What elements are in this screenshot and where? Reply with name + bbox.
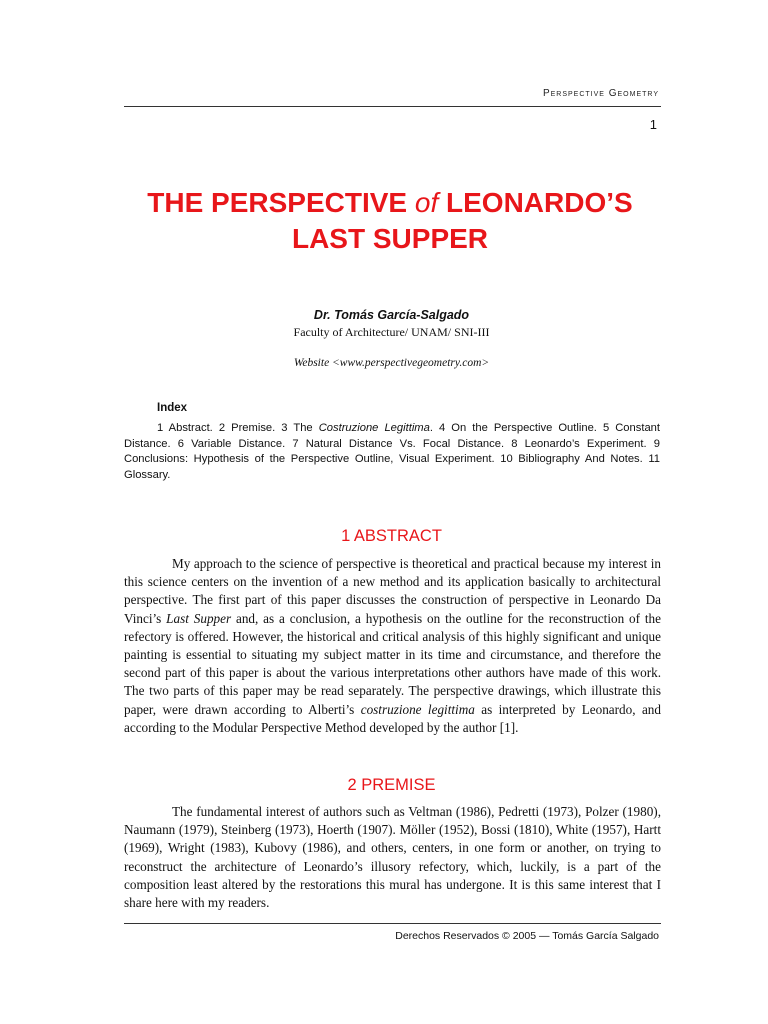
paper-title xyxy=(110,185,670,257)
index-text-before: 1 Abstract. 2 Premise. 3 The xyxy=(157,422,319,434)
header-rule xyxy=(124,106,661,107)
running-head: Perspective Geometry xyxy=(542,88,659,99)
title-line1-part2: LEONARDO’S xyxy=(438,187,633,218)
title-line1-part1: THE PERSPECTIVE xyxy=(147,187,415,218)
index-heading: Index xyxy=(157,402,188,414)
title-of: of xyxy=(414,187,439,218)
author-affiliation: Faculty of Architecture/ UNAM/ SNI-III xyxy=(293,325,490,339)
abstract-text-c: as interpreted by Leonardo, and according to the Modular Perspective Method developed by the author [1]. xyxy=(124,701,661,735)
abstract-italic-b: costruzione legittima xyxy=(360,701,475,717)
abstract-text-a: My approach to the science of perspective is theoretical and practical because my interest in this science centers on the invention of a new method and its application basically to architectural perspective. The first part of this paper discusses the construction of perspective in Leonardo Da Vinci’s xyxy=(124,556,661,626)
footer-copyright: Derechos Reservados © 2005 — Tomás García Salgado xyxy=(395,930,659,942)
abstract-heading: 1 ABSTRACT xyxy=(341,527,442,545)
author-website: Website <www.perspectivegeometry.com> xyxy=(293,357,490,369)
abstract-italic-a: Last Supper xyxy=(166,610,232,626)
author-block xyxy=(124,306,659,369)
author-name: Dr. Tomás García-Salgado xyxy=(313,308,470,322)
title-line2: LAST SUPPER xyxy=(291,223,489,254)
premise-paragraph: The fundamental interest of authors such as Veltman (1986), Pedretti (1973), Polzer (1980), Naumann (1979), Steinberg (1973), Hoerth (1907). Möller (1952), Bossi (1810), White (1957), Hartt (1969), Wright (1983), Kubovy (1986), and others, centers, in one form or another, on trying to reconstruct the architecture of Leonardo’s illusory refectory, which, luckily, is a part of the composition least altered by the restorations this mural has undergone. It is this same interest that I share here with my readers. xyxy=(124,804,661,911)
page-number: 1 xyxy=(649,117,657,132)
index-text-after: . 4 On the Perspective Outline. 5 Constant Distance. 6 Variable Distance. 7 Natural Distance Vs. Focal Distance. 8 Leonardo’s Experiment. 9 Conclusions: Hypothesis of the Perspective Outline, Visual Experiment. 10 Bibliography And Notes. 11 Glossary. xyxy=(124,422,660,481)
index-text xyxy=(124,421,660,483)
premise-heading: 2 PREMISE xyxy=(347,776,436,794)
index-text-italic: Costruzione Legittima xyxy=(318,422,430,434)
footer-rule xyxy=(124,923,661,924)
abstract-text-b: and, as a conclusion, a hypothesis on the outline for the reconstruction of the refectory is offered. However, the historical and critical analysis of this highly significant and unique painting is essential to situating my subject matter in its time and circumstance, and therefore the second part of this paper is about the various interpretations other authors have made of this work. The two parts of this paper may be read separately. The perspective drawings, which illustrate this paper, were drawn according to Alberti’s xyxy=(124,610,661,717)
abstract-paragraph xyxy=(124,555,661,737)
